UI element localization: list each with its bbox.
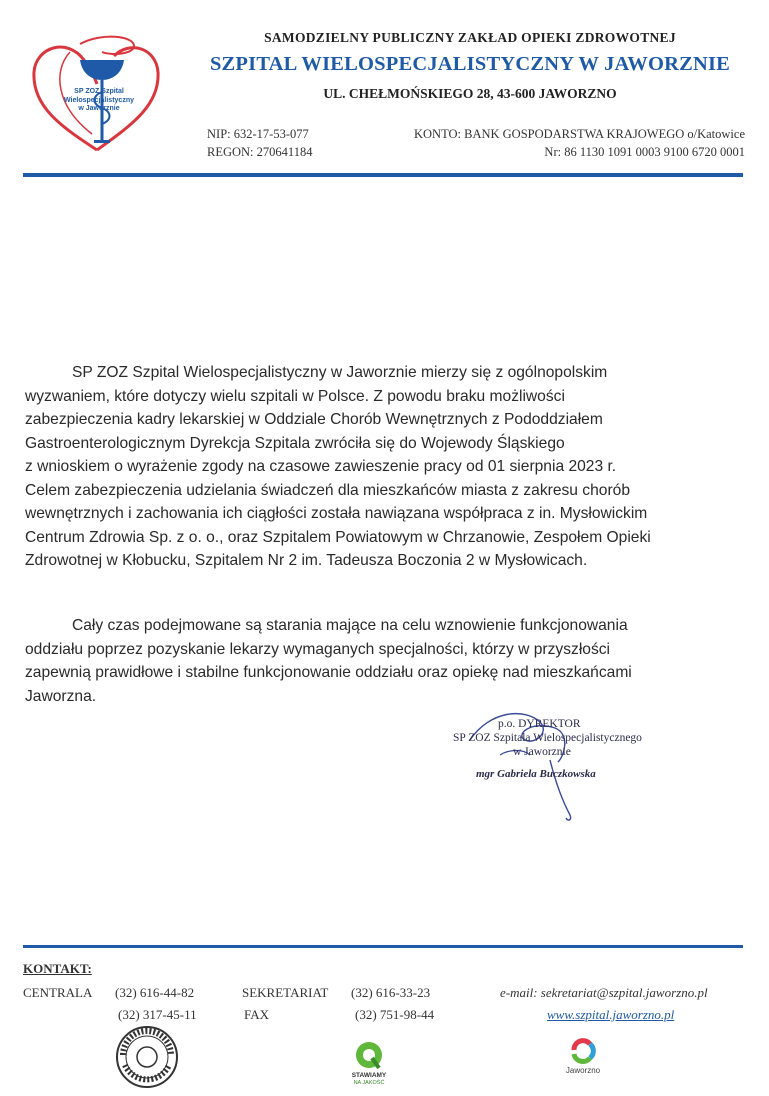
- centrala-label: CENTRALA: [23, 985, 93, 1000]
- fax-label: FAX: [244, 1007, 270, 1022]
- text-line: Gastroenterologicznym Dyrekcja Szpitala zwróciła się do Wojewody Śląskiego: [25, 434, 565, 452]
- regon-number: REGON: 270641184: [207, 145, 313, 159]
- signature-name: mgr Gabriela Buczkowska: [476, 768, 596, 780]
- signature-institution: SP ZOZ Szpitala Wielospecjalistycznego: [453, 732, 642, 744]
- institution-type: SAMODZIELNY PUBLICZNY ZAKŁAD OPIEKI ZDROWOTNEJ: [264, 30, 676, 45]
- centrala-phone-2: (32) 317-45-11: [118, 1007, 197, 1022]
- centrala-phone-1: (32) 616-44-82: [115, 985, 195, 1000]
- text-line: zapewnią prawidłowe i stabilne funkcjonowanie oddziału oraz opiekę nad mieszkańcami: [25, 664, 632, 681]
- text-line: wyzwaniem, które dotyczy wielu szpitali w Polsce. Z powodu braku możliwości: [25, 387, 565, 405]
- text-line: Jaworzna.: [25, 687, 97, 705]
- logo-text-line: SP ZOZ Szpital: [74, 88, 124, 95]
- sekretariat-label: SEKRETARIAT: [242, 985, 329, 1000]
- stawiamy-na-jakosc-logo: [345, 1038, 393, 1088]
- na-jakosc-text: NA JAKOŚĆ: [353, 1080, 385, 1086]
- stawiamy-text: STAWIAMY: [351, 1072, 387, 1079]
- text-line: zabezpieczenia kadry lekarskiej w Oddziale Chorób Wewnętrznych z Pododdziałem: [25, 411, 603, 428]
- hospital-name: SZPITAL WIELOSPECJALISTYCZNY W JAWORZNIE: [209, 53, 731, 75]
- text-line: oddziału poprzez pozyskanie lekarzy wymaganych specjalności, którzy w przyszłości: [25, 640, 611, 658]
- signature-location: w Jaworznie: [513, 746, 571, 758]
- email-address: e-mail: sekretariat@szpital.jaworzno.pl: [500, 985, 708, 1000]
- text-line: wewnętrznych i zachowania ich ciągłości została nawiązana współpraca z in. Mysłowickim: [25, 505, 648, 522]
- logo-text-line: Wielospecjalistyczny: [64, 96, 134, 104]
- contact-heading: KONTAKT:: [23, 961, 92, 976]
- text-line: z wnioskiem o wyrażenie zgody na czasowe zawieszenie pracy od 01 sierpnia 2023 r.: [25, 458, 617, 475]
- paragraph-1: [25, 361, 730, 573]
- signature-title: p.o. DYREKTOR: [498, 718, 581, 730]
- paragraph-2: [25, 614, 730, 708]
- jaworzno-city-logo: [560, 1036, 606, 1080]
- hospital-logo: [22, 22, 172, 162]
- sekretariat-phone: (32) 616-33-23: [351, 985, 431, 1000]
- nip-number: NIP: 632-17-53-077: [207, 127, 309, 141]
- text-line: Zdrowotnej w Kłobucku, Szpitalem Nr 2 im. Tadeusza Boczonia 2 w Mysłowicach.: [25, 552, 588, 569]
- text-line: Cały czas podejmowane są starania mające na celu wznowienie funkcjonowania: [72, 617, 628, 634]
- website-link[interactable]: www.szpital.jaworzno.pl: [547, 1007, 675, 1022]
- text-line: Celem zabezpieczenia udzielania świadczeń dla mieszkańców miasta z zakresu chorób: [25, 481, 630, 499]
- bank-account-number: Nr: 86 1130 1091 0003 9100 6720 0001: [544, 145, 745, 159]
- text-line: SP ZOZ Szpital Wielospecjalistyczny w Jaworznie mierzy się z ogólnopolskim: [72, 364, 608, 381]
- footer-divider: [23, 945, 743, 948]
- hospital-address: UL. CHEŁMOŃSKIEGO 28, 43-600 JAWORZNO: [323, 86, 617, 101]
- bank-account-name: KONTO: BANK GOSPODARSTWA KRAJOWEGO o/Katowice: [413, 127, 745, 141]
- header-divider: [23, 173, 743, 177]
- logo-text-line: w Jaworznie: [78, 105, 120, 112]
- fax-phone: (32) 751-98-44: [355, 1007, 435, 1022]
- urs-certification-logo: [108, 1025, 186, 1089]
- text-line: Centrum Zdrowia Sp. z o. o., oraz Szpitalem Powiatowym w Chrzanowie, Zespołem Opieki: [25, 528, 651, 546]
- jaworzno-logo-text: Jaworzno: [565, 1066, 601, 1075]
